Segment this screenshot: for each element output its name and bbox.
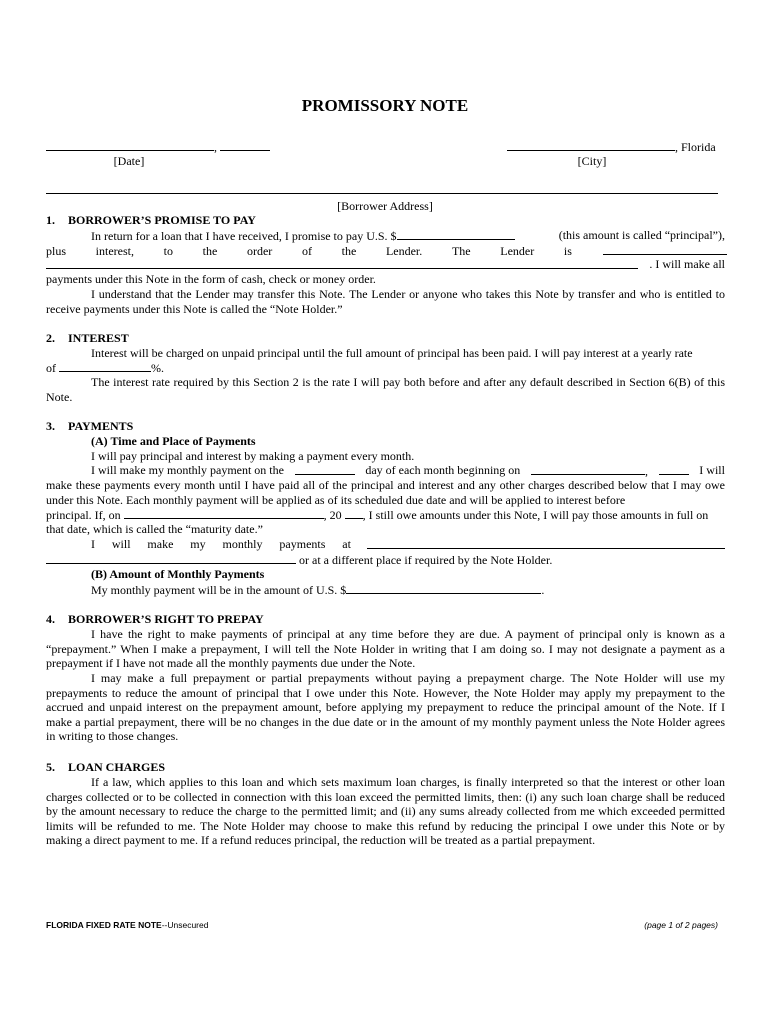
borrower-address-blank[interactable] (46, 193, 718, 194)
first-payment-year-blank[interactable] (659, 463, 689, 475)
interest-rate-blank[interactable] (59, 360, 151, 372)
borrower-address-caption: [Borrower Address] (337, 199, 433, 213)
footer-form-name: FLORIDA FIXED RATE NOTE--Unsecured (46, 920, 209, 930)
section-1-paragraph-2: I understand that the Lender may transfer this Note. The Lender or anyone who takes this Note by transfer and who is entitled to receive payments under this Note is called the “Note Holder.” (46, 287, 725, 316)
date-caption: [Date] (113, 154, 145, 168)
payment-address-continued-blank[interactable] (46, 552, 296, 564)
section-1-line-3: . I will make all (46, 257, 725, 272)
city-caption: [City] (577, 154, 607, 168)
section-4-paragraph-1: I have the right to make payments of principal at any time before they are due. A payment of principal only is known as a “prepayment.” When I make a prepayment, I will tell the Note Holder in writing that I am doing so. I may not designate a payment as a prepayment if I have not made all the monthly payments due under the Note. (46, 627, 725, 671)
section-1-line-1: In return for a loan that I have received, I promise to pay U.S. $ (this amount is called “principal”), (91, 228, 725, 243)
section-3-heading: 3. PAYMENTS (46, 419, 134, 433)
section-3a-payment-place-line: I will make my monthly payments at (91, 537, 725, 552)
city-field-line (507, 139, 716, 155)
section-5-paragraph-1: If a law, which applies to this loan and which sets maximum loan charges, is finally interpreted so that the interest or other loan charges collected or to be collected in connection with this loan exceed the permitted limits, then: (i) any such loan charge shall be reduced by the amount necessary to reduce the charge to the permitted limit; and (ii) any sums already collected from me which exceeded permitted limits will be refunded to me. The Note Holder may choose to make this refund by reducing the principal I owe under this Note or by making a direct payment to me. If a refund reduces principal, the reduction will be treated as a partial prepayment. (46, 775, 725, 848)
section-2-paragraph-2: The interest rate required by this Section 2 is the rate I will pay both before and after any default described in Section 6(B) of this Note. (46, 375, 725, 404)
payment-day-blank[interactable] (295, 463, 355, 475)
date-blank[interactable] (46, 139, 214, 151)
lender-name-blank[interactable] (603, 243, 727, 255)
maturity-date-blank[interactable] (124, 507, 324, 519)
section-3a-line-1: I will pay principal and interest by making a payment every month. (91, 449, 415, 463)
section-3a-paragraph: make these payments every month until I have paid all of the principal and interest and any other charges described below that I may owe under this Note. Each monthly payment will be applied as of its scheduled due date and will be applied to interest before (46, 478, 725, 507)
section-1-line-4: payments under this Note in the form of cash, check or money order. (46, 272, 376, 286)
section-3b-subheading: (B) Amount of Monthly Payments (91, 567, 265, 581)
section-3a-line-5: that date, which is called the “maturity date.” (46, 522, 263, 536)
document-title: PROMISSORY NOTE (301, 96, 469, 115)
lender-name-continued-blank[interactable] (46, 257, 638, 269)
section-3a-line-2: I will make my monthly payment on the day of each month beginning on , I will (91, 463, 725, 478)
first-payment-date-blank[interactable] (531, 463, 645, 475)
maturity-year-blank[interactable] (345, 507, 363, 519)
section-3a-maturity-line: principal. If, on , 20 , I still owe amounts under this Note, I will pay those amounts in full on (46, 508, 709, 522)
section-1-heading: 1. BORROWER’S PROMISE TO PAY (46, 213, 256, 227)
section-3a-subheading: (A) Time and Place of Payments (91, 434, 256, 448)
section-2-heading: 2. INTEREST (46, 331, 129, 345)
section-4-heading: 4. BORROWER’S RIGHT TO PREPAY (46, 612, 264, 626)
state-label: , Florida (675, 140, 716, 154)
section-2-rate-line: of %. (46, 361, 164, 375)
section-1-line-2: plus interest, to the order of the Lender. The Lender is (46, 243, 725, 259)
section-4-paragraph-2: I may make a full prepayment or partial prepayments without paying a prepayment charge. The Note Holder will use my prepayments to reduce the amount of principal that I owe under this Note. However, the Note Holder may apply my prepayment to the accrued and unpaid interest on the prepayment amount, before applying my prepayment to reduce the principal amount of the Note. If I make a partial prepayment, there will be no changes in the due date or in the amount of my monthly payment unless the Note Holder agrees in writing to those changes. (46, 671, 725, 744)
date-field-line: , (46, 139, 270, 155)
city-blank[interactable] (507, 139, 675, 151)
section-3a-line-7: or at a different place if required by the Note Holder. (46, 552, 552, 568)
section-2-paragraph-1: Interest will be charged on unpaid principal until the full amount of principal has been paid. I will pay interest at a yearly rate (91, 346, 693, 360)
payment-address-blank[interactable] (367, 537, 725, 549)
section-3b-line-1: My monthly payment will be in the amount of U.S. $ . (91, 583, 545, 597)
monthly-payment-amount-blank[interactable] (346, 582, 541, 594)
footer-page-number: (page 1 of 2 pages) (644, 920, 718, 930)
section-5-heading: 5. LOAN CHARGES (46, 760, 166, 774)
principal-amount-blank[interactable] (397, 228, 515, 240)
year-blank[interactable] (220, 139, 270, 151)
